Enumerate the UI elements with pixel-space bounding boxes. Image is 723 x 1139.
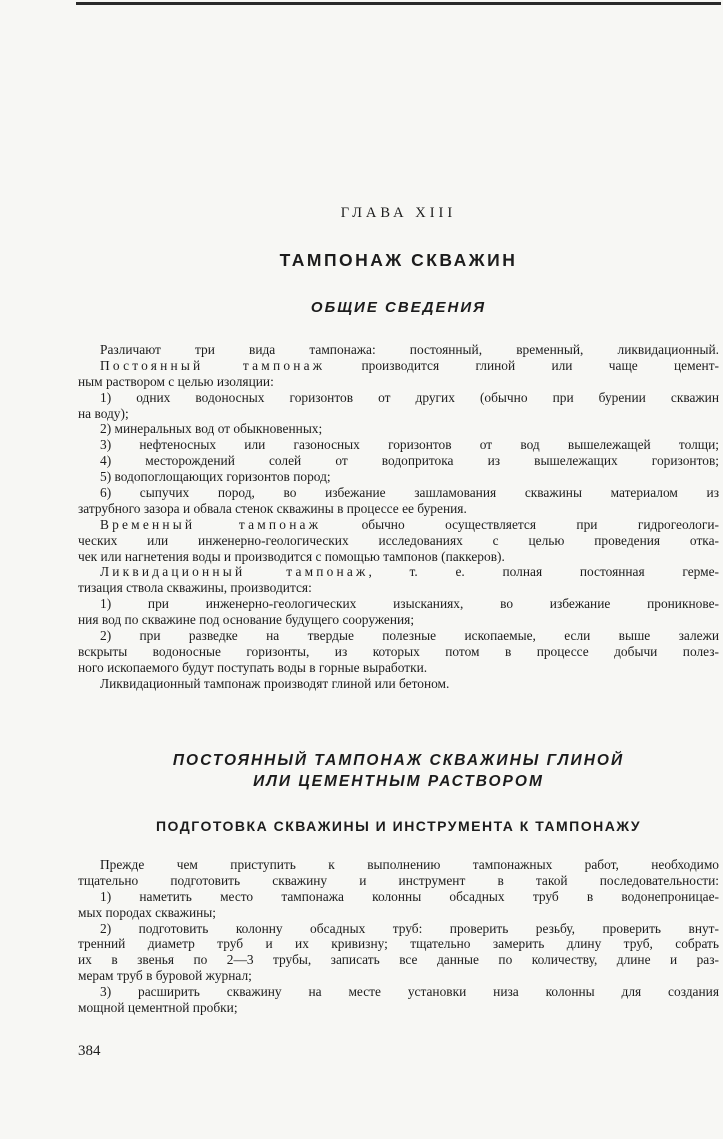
text-line <box>78 921 719 937</box>
text-line <box>78 517 719 533</box>
line-text: 1) одних водоносных горизонтов от других (обычно при бурении скважин <box>100 389 719 405</box>
text-line <box>78 676 719 692</box>
spaced-term: Ликвидационный тампонаж <box>100 564 369 580</box>
line-text: мых породах скважины; <box>78 904 217 920</box>
line-text: 1) наметить место тампонажа колонны обсадных труб в водонепроницае- <box>100 888 719 904</box>
text-line <box>78 485 719 501</box>
text-line <box>78 501 719 517</box>
line-text: 6) сыпучих пород, во избежание зашламования скважины материалом из <box>100 485 719 501</box>
text-line <box>78 342 719 358</box>
top-rule <box>76 2 721 5</box>
text-line <box>78 644 719 660</box>
line-text: Различают три вида тампонажа: постоянный, временный, ликвидационный. <box>100 342 719 357</box>
line-text: 1) при инженерно-геологических изысканиях, во избежание проникнове- <box>100 596 719 612</box>
line-text: обычно осуществляется при гидрогеологи- <box>321 516 719 532</box>
line-text: ным раствором с целью изоляции: <box>78 373 274 389</box>
text-line <box>78 905 719 921</box>
line-text: Ликвидационный тампонаж производят глиной или бетоном. <box>100 675 450 691</box>
text-line <box>78 873 719 889</box>
text-line <box>78 1000 719 1016</box>
text-line <box>78 469 719 485</box>
line-text: ческих или инженерно-геологических исследованиях с целью проведения отка- <box>78 532 719 548</box>
line-text: тщательно подготовить скважину и инструмент в такой последовательности: <box>78 872 719 888</box>
line-text: тренний диаметр труб и их кривизну; тщательно замерить длину труб, собрать <box>78 936 719 952</box>
text-line <box>78 596 719 612</box>
line-text: их в звенья по 2—3 трубы, записать все данные по количеству, длине и раз- <box>78 952 719 968</box>
text-line <box>78 889 719 905</box>
text-line <box>78 358 719 374</box>
text-line <box>78 549 719 565</box>
chapter-title: ТАМПОНАЖ СКВАЖИН <box>279 250 518 270</box>
spaced-term: Временный тампонаж <box>100 516 322 532</box>
text-line <box>78 580 719 596</box>
text-line <box>78 406 719 422</box>
line-text: мощной цементной пробки; <box>78 1000 238 1016</box>
text-line <box>78 437 719 453</box>
subsection-heading: ПОДГОТОВКА СКВАЖИНЫ И ИНСТРУМЕНТА К ТАМПОНАЖУ <box>155 818 642 834</box>
line-text: 5) водопоглощающих горизонтов пород; <box>100 469 331 485</box>
line-text: Прежде чем приступить к выполнению тампонажных работ, необходимо <box>100 857 719 872</box>
spaced-term: Постоянный тампонаж <box>100 357 326 373</box>
line-text: 4) месторождений солей от водопритока из вышележащих горизонтов; <box>100 453 719 469</box>
text-line <box>78 453 719 469</box>
line-text: , т. е. полная постоянная герме- <box>368 564 719 580</box>
line-text: мерам труб в буровой журнал; <box>78 968 252 984</box>
line-text: чек или нагнетения воды и производится с помощью тампонов (паккеров). <box>78 548 505 564</box>
text-line <box>78 660 719 676</box>
line-text: 2) при разведке на твердые полезные ископаемые, если выше залежи <box>100 628 719 644</box>
text-line <box>78 533 719 549</box>
text-line <box>78 936 719 952</box>
text-line <box>78 374 719 390</box>
text-line <box>78 628 719 644</box>
text-line <box>78 390 719 406</box>
line-text: ного ископаемого будут поступать воды в горные выработки. <box>78 659 428 675</box>
line-text: 3) расширить скважину на месте установки низа колонны для создания <box>100 984 719 1000</box>
body-text-preparation <box>78 857 719 1016</box>
line-text: ния вод по скважине под основание будущего сооружения; <box>78 612 415 628</box>
text-line <box>78 564 719 580</box>
section-heading-permanent <box>78 750 719 792</box>
line-text: вскрыты водоносные горизонты, из которых потом в процессе добычи полез- <box>78 643 719 659</box>
chapter-heading: ГЛАВА XIII <box>340 205 457 221</box>
page-number: 384 <box>78 1043 101 1059</box>
body-text-general <box>78 342 719 692</box>
line-text: производится глиной или чаще цемент- <box>325 357 719 373</box>
text-line <box>78 984 719 1000</box>
text-line <box>78 421 719 437</box>
line-text: затрубного зазора и обвала стенок скважины в процессе ее бурения. <box>78 500 467 516</box>
section-heading-line-2: ИЛИ ЦЕМЕНТНЫМ РАСТВОРОМ <box>253 773 544 790</box>
line-text: 2) минеральных вод от обыкновенных; <box>100 421 323 437</box>
text-line <box>78 857 719 873</box>
line-text: 2) подготовить колонну обсадных труб: проверить резьбу, проверить внут- <box>100 920 719 936</box>
text-line <box>78 952 719 968</box>
section-heading-line-1: ПОСТОЯННЫЙ ТАМПОНАЖ СКВАЖИНЫ ГЛИНОЙ <box>172 752 625 769</box>
line-text: на воду); <box>78 405 129 421</box>
section-heading-general: ОБЩИЕ СВЕДЕНИЯ <box>310 299 487 316</box>
text-line <box>78 968 719 984</box>
line-text: тизация ствола скважины, производится: <box>78 580 312 596</box>
text-line <box>78 612 719 628</box>
line-text: 3) нефтеносных или газоносных горизонтов от вод вышележащей толщи; <box>100 437 719 453</box>
